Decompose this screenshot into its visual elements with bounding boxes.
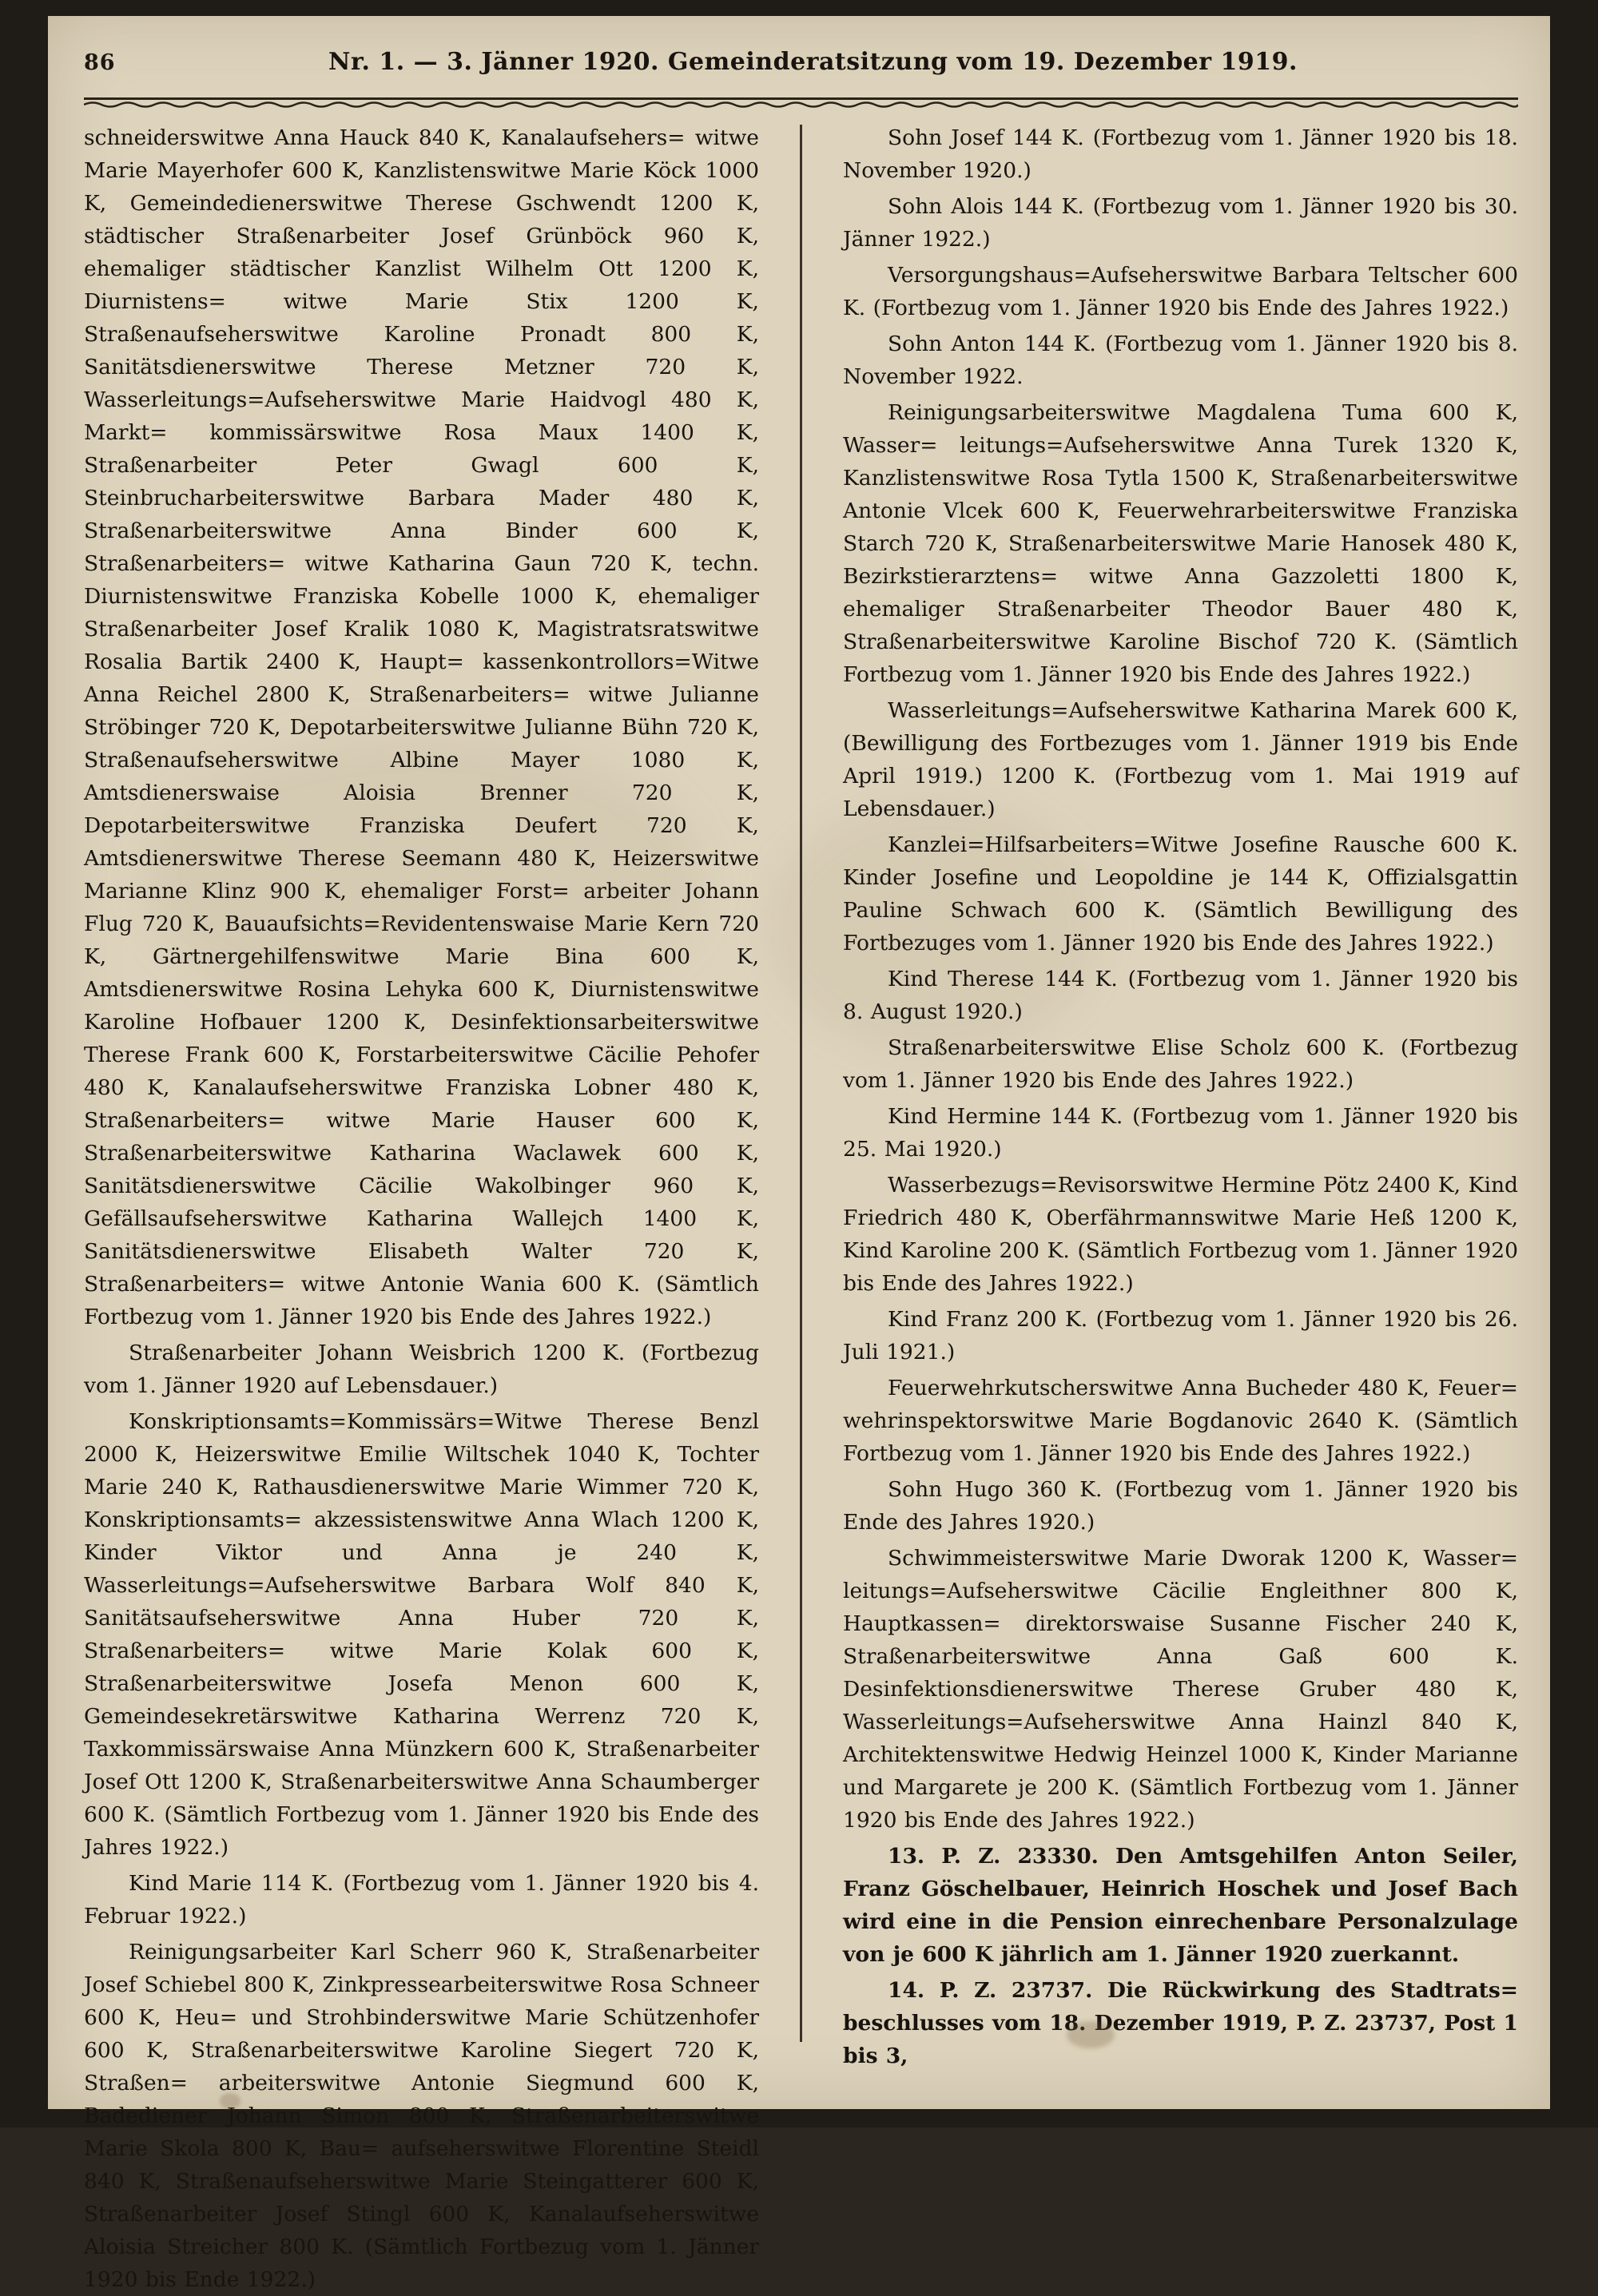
running-head: Nr. 1. — 3. Jänner 1920. Gemeinderatsitzung vom 19. Dezember 1919. — [328, 48, 1298, 76]
paragraph: Straßenarbeiterswitwe Elise Scholz 600 K. (Fortbezug vom 1. Jänner 1920 bis Ende des Jahres 1922.) — [843, 1035, 1518, 1093]
page-edge-top — [0, 0, 1598, 16]
numbered-item: 14. P. Z. 23737. Die Rückwirkung des Stadtrats= beschlusses vom 18. Dezember 1919, P. Z. 23737, Post 1 bis 3, — [843, 1978, 1518, 2068]
page-header — [84, 48, 1518, 91]
page-content — [84, 48, 1518, 2292]
paragraph: schneiderswitwe Anna Hauck 840 K, Kanalaufsehers= witwe Marie Mayerhofer 600 K, Kanzlistenswitwe Marie Köck 1000 K, Gemeindedienerswitwe Therese Gschwendt 1200 K, städtischer Straßenarbeiter Josef Grünböck 960 K, ehemaliger städtischer Kanzlist Wilhelm Ott 1200 K, Diurnistens= witwe Marie Stix 1200 K, Straßenaufseherswitwe Karoline Pronadt 800 K, Sanitätsdienerswitwe Therese Metzner 720 K, Wasserleitungs=Aufseherswitwe Marie Haidvogl 480 K, Markt= kommissärswitwe Rosa Maux 1400 K, Straßenarbeiter Peter Gwagl 600 K, Steinbrucharbeiterswitwe Barbara Mader 480 K, Straßenarbeiterswitwe Anna Binder 600 K, Straßenarbeiters= witwe Katharina Gaun 720 K, techn. Diurnistenswitwe Franziska Kobelle 1000 K, ehemaliger Straßenarbeiter Josef Kralik 1080 K, Magistratsratswitwe Rosalia Bartik 2400 K, Haupt= kassenkontrollors=Witwe Anna Reichel 2800 K, Straßenarbeiters= witwe Julianne Ströbinger 720 K, Depotarbeiterswitwe Julianne Bühn 720 K, Straßenaufseherswitwe Albine Mayer 1080 K, Amtsdienerswaise Aloisia Brenner 720 K, Depotarbeiterswitwe Franziska Deufert 720 K, Amtsdienerswitwe Therese Seemann 480 K, Heizerswitwe Marianne Klinz 900 K, ehemaliger Forst= arbeiter Johann Flug 720 K, Bauaufsichts=Revidentenswaise Marie Kern 720 K, Gärtnergehilfenswitwe Marie Bina 600 K, Amtsdienerswitwe Rosina Lehyka 600 K, Diurnistenswitwe Karoline Hofbauer 1200 K, Desinfektionsarbeiterswitwe Therese Frank 600 K, Forstarbeiterswitwe Cäcilie Pehofer 480 K, Kanalaufseherswitwe Franziska Lobner 480 K, Straßenarbeiters= witwe Marie Hauser 600 K, Straßenarbeiterswitwe Katharina Waclawek 600 K, Sanitätsdienerswitwe Cäcilie Wakolbinger 960 K, Gefällsaufseherswitwe Katharina Wallejch 1400 K, Sanitätsdienerswitwe Elisabeth Walter 720 K, Straßenarbeiters= witwe Antonie Wania 600 K. (Sämtlich Fortbezug vom 1. Jänner 1920 bis Ende des Jahres 1922.) — [84, 125, 759, 1329]
paragraph: Wasserleitungs=Aufseherswitwe Katharina Marek 600 K, (Bewilligung des Fortbezuges vom 1. Jänner 1919 bis Ende April 1919.) 1200 K. (Fortbezug vom 1. Mai 1919 auf Lebensdauer.) — [843, 698, 1518, 821]
paragraph: Wasserbezugs=Revisorswitwe Hermine Pötz 2400 K, Kind Friedrich 480 K, Oberfährmannswitwe Marie Heß 1200 K, Kind Karoline 200 K. (Sämtlich Fortbezug vom 1. Jänner 1920 bis Ende des Jahres 1922.) — [843, 1173, 1518, 1296]
numbered-item: 13. P. Z. 23330. Den Amtsgehilfen Anton Seiler, Franz Göschelbauer, Heinrich Hoschek und Josef Bach wird eine in die Pension einrechenbare Personalzulage von je 600 K jährlich am 1. Jänner 1920 zuerkannt. — [843, 1844, 1518, 1967]
paragraph: Konskriptionsamts=Kommissärs=Witwe Therese Benzl 2000 K, Heizerswitwe Emilie Wiltschek 1040 K, Tochter Marie 240 K, Rathausdienerswitwe Marie Wimmer 720 K, Konskriptionsamts= akzessistenswitwe Anna Wlach 1200 K, Kinder Viktor und Anna je 240 K, Wasserleitungs=Aufseherswitwe Barbara Wolf 840 K, Sanitätsaufseherswitwe Anna Huber 720 K, Straßenarbeiters= witwe Marie Kolak 600 K, Straßenarbeiterswitwe Josefa Menon 600 K, Gemeindesekretärswitwe Katharina Werrenz 720 K, Taxkommissärswaise Anna Münzkern 600 K, Straßenarbeiter Josef Ott 1200 K, Straßenarbeiterswitwe Anna Schaumberger 600 K. (Sämtlich Fortbezug vom 1. Jänner 1920 bis Ende des Jahres 1922.) — [84, 1409, 759, 1860]
page-edge-right — [1550, 0, 1598, 2127]
header-rule — [84, 97, 1518, 100]
paragraph: Kind Franz 200 K. (Fortbezug vom 1. Jänner 1920 bis 26. Juli 1921.) — [843, 1307, 1518, 1364]
paragraph: Sohn Josef 144 K. (Fortbezug vom 1. Jänner 1920 bis 18. November 1920.) — [843, 125, 1518, 183]
column-right — [843, 121, 1518, 2068]
paragraph: Sohn Alois 144 K. (Fortbezug vom 1. Jänner 1920 bis 30. Jänner 1922.) — [843, 194, 1518, 252]
two-column-body — [84, 121, 1518, 2292]
paragraph: Versorgungshaus=Aufseherswitwe Barbara Teltscher 600 K. (Fortbezug vom 1. Jänner 1920 bis Ende des Jahres 1922.) — [843, 263, 1518, 320]
paragraph: Sohn Hugo 360 K. (Fortbezug vom 1. Jänner 1920 bis Ende des Jahres 1920.) — [843, 1477, 1518, 1535]
paragraph: Straßenarbeiter Johann Weisbrich 1200 K. (Fortbezug vom 1. Jänner 1920 auf Lebensdauer.) — [84, 1341, 759, 1398]
paragraph: Kanzlei=Hilfsarbeiters=Witwe Josefine Rausche 600 K. Kinder Josefine und Leopoldine je 144 K, Offizialsgattin Pauline Schwach 600 K. (Sämtlich Bewilligung des Fortbezuges vom 1. Jänner 1920 bis Ende des Jahres 1922.) — [843, 832, 1518, 955]
paragraph: Kind Therese 144 K. (Fortbezug vom 1. Jänner 1920 bis 8. August 1920.) — [843, 967, 1518, 1024]
paragraph: Reinigungsarbeiterswitwe Magdalena Tuma 600 K, Wasser= leitungs=Aufseherswitwe Anna Turek 1320 K, Kanzlistenswitwe Rosa Tytla 1500 K, Straßenarbeiterswitwe Antonie Vlcek 600 K, Feuerwehrarbeiterswitwe Franziska Starch 720 K, Straßenarbeiterswitwe Marie Hanosek 480 K, Bezirkstierarztens= witwe Anna Gazzoletti 1800 K, ehemaliger Straßenarbeiter Theodor Bauer 480 K, Straßenarbeiterswitwe Karoline Bischof 720 K. (Sämtlich Fortbezug vom 1. Jänner 1920 bis Ende des Jahres 1922.) — [843, 400, 1518, 687]
paragraph: Feuerwehrkutscherswitwe Anna Bucheder 480 K, Feuer= wehrinspektorswitwe Marie Bogdanovic 2640 K. (Sämtlich Fortbezug vom 1. Jänner 1920 bis Ende des Jahres 1922.) — [843, 1376, 1518, 1466]
column-left — [84, 121, 759, 2292]
paragraph: Sohn Anton 144 K. (Fortbezug vom 1. Jänner 1920 bis 8. November 1922. — [843, 332, 1518, 389]
column-divider — [800, 125, 802, 2042]
paragraph: Kind Marie 114 K. (Fortbezug vom 1. Jänner 1920 bis 4. Februar 1922.) — [84, 1871, 759, 1929]
header-wave-rule — [84, 101, 1518, 109]
page-edge-left — [0, 0, 48, 2127]
paragraph: Kind Hermine 144 K. (Fortbezug vom 1. Jänner 1920 bis 25. Mai 1920.) — [843, 1104, 1518, 1162]
paragraph: Schwimmeisterswitwe Marie Dworak 1200 K, Wasser= leitungs=Aufseherswitwe Cäcilie Engleithner 800 K, Hauptkassen= direktorswaise Susanne Fischer 240 K, Straßenarbeiterswitwe Anna Gaß 600 K. Desinfektionsdienerswitwe Therese Gruber 480 K, Wasserleitungs=Aufseherswitwe Anna Hainzl 840 K, Architektenswitwe Hedwig Heinzel 1000 K, Kinder Marianne und Margarete je 200 K. (Sämtlich Fortbezug vom 1. Jänner 1920 bis Ende des Jahres 1922.) — [843, 1546, 1518, 1833]
paragraph: Reinigungsarbeiter Karl Scherr 960 K, Straßenarbeiter Josef Schiebel 800 K, Zinkpressearbeiterswitwe Rosa Schneer 600 K, Heu= und Strohbinderswitwe Marie Schützenhofer 600 K, Straßenarbeiterswitwe Karoline Siegert 720 K, Straßen= arbeiterswitwe Antonie Siegmund 600 K, Badediener Johann Simon 800 K, Straßenarbeiterswitwe Marie Skola 800 K, Bau= aufseherswitwe Florentine Steidl 840 K, Straßenaufseherswitwe Marie Steingatterer 600 K, Straßenarbeiter Josef Stingl 600 K, Kanalaufseherswitwe Aloisia Streicher 800 K. (Sämtlich Fortbezug vom 1. Jänner 1920 bis Ende 1922.) — [84, 1940, 759, 2292]
folio-number: 86 — [84, 50, 116, 75]
